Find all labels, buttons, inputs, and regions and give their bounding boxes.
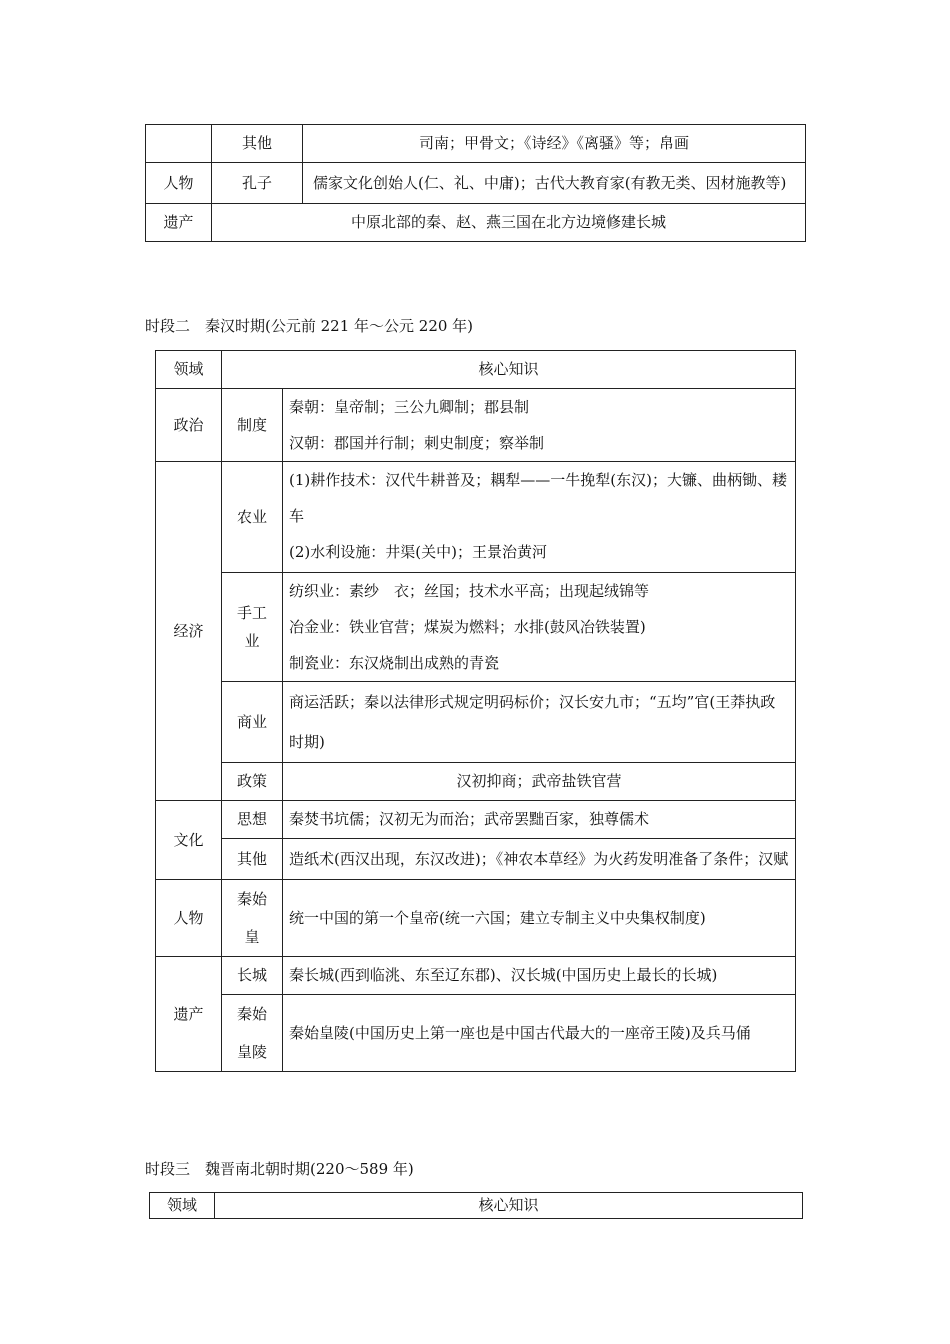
table-row [156, 389, 796, 462]
content-cell [283, 573, 796, 682]
table-row [156, 880, 796, 957]
sub-cell: 长城 [222, 957, 283, 995]
domain-cell: 遗产 [156, 957, 222, 1072]
sub-cell: 孔子 [212, 163, 303, 204]
content-cell: 中原北部的秦、赵、燕三国在北方边境修建长城 [212, 204, 806, 242]
sub-cell: 政策 [222, 763, 283, 801]
table-row [156, 573, 796, 682]
table-row [156, 763, 796, 801]
table-row [156, 957, 796, 995]
sub-cell: 其他 [212, 125, 303, 163]
content-cell: 秦焚书坑儒；汉初无为而治；武帝罢黜百家，独尊儒术 [283, 801, 796, 839]
sub-cell: 制度 [222, 389, 283, 462]
domain-cell: 人物 [156, 880, 222, 957]
header-domain: 领域 [156, 351, 222, 389]
domain-cell: 遗产 [146, 204, 212, 242]
sub-label: 手工业 [236, 604, 267, 650]
content-cell [283, 389, 796, 462]
table-header-row [150, 1193, 803, 1219]
period1-table-continued [145, 124, 806, 242]
sub-label: 秦始皇 [236, 890, 267, 946]
wei-jin-table [149, 1192, 803, 1219]
header-domain: 领域 [150, 1193, 215, 1219]
domain-cell: 文化 [156, 801, 222, 880]
content-cell: 汉初抑商；武帝盐铁官营 [283, 763, 796, 801]
content-line: 纺织业：素纱 衣；丝国；技术水平高；出现起绒锦等 [289, 582, 650, 600]
sub-cell [222, 573, 283, 682]
table-row [156, 801, 796, 839]
sub-cell: 其他 [222, 839, 283, 880]
content-line: (1)耕作技术：汉代牛耕普及；耦犁——一牛挽犁(东汉)；大镰、曲柄锄、耧车 [289, 471, 787, 525]
sub-cell: 农业 [222, 462, 283, 573]
content-cell: 秦始皇陵(中国历史上第一座也是中国古代最大的一座帝王陵)及兵马俑 [283, 995, 796, 1072]
content-cell: 造纸术(西汉出现，东汉改进)；《神农本草经》为火药发明准备了条件；汉赋 [283, 839, 796, 880]
content-line: (2)水利设施：井渠(关中)；王景治黄河 [289, 543, 547, 561]
content-cell: 秦长城(西到临洮、东至辽东郡)、汉长城(中国历史上最长的长城) [283, 957, 796, 995]
content-cell: 儒家文化创始人(仁、礼、中庸)；古代大教育家(有教无类、因材施教等) [303, 163, 806, 204]
sub-cell: 思想 [222, 801, 283, 839]
table-row [146, 163, 806, 204]
table-row [146, 204, 806, 242]
table-row [146, 125, 806, 163]
header-core: 核心知识 [222, 351, 796, 389]
sub-cell [222, 995, 283, 1072]
content-cell: 司南；甲骨文；《诗经》《离骚》等；帛画 [303, 125, 806, 163]
domain-cell: 人物 [146, 163, 212, 204]
section-heading: 时段二 秦汉时期(公元前 221 年～公元 220 年) [145, 317, 474, 335]
content-line: 秦朝：皇帝制；三公九卿制；郡县制 [289, 398, 530, 416]
table-row [156, 462, 796, 573]
content-cell: 商运活跃；秦以法律形式规定明码标价；汉长安九市；“五均”官(王莽执政时期) [283, 682, 796, 763]
content-cell: 统一中国的第一个皇帝(统一六国；建立专制主义中央集权制度) [283, 880, 796, 957]
section-heading: 时段三 魏晋南北朝时期(220～589 年) [145, 1160, 414, 1178]
table-row [156, 839, 796, 880]
content-cell [283, 462, 796, 573]
domain-cell: 政治 [156, 389, 222, 462]
table-header-row [156, 351, 796, 389]
table-row [156, 682, 796, 763]
sub-cell: 商业 [222, 682, 283, 763]
table-row [156, 995, 796, 1072]
header-core: 核心知识 [215, 1193, 803, 1219]
qin-han-table [155, 350, 796, 1072]
domain-cell: 经济 [156, 462, 222, 801]
sub-label: 秦始皇陵 [236, 1005, 267, 1061]
sub-cell [222, 880, 283, 957]
content-line: 汉朝：郡国并行制；刺史制度；察举制 [289, 434, 545, 452]
content-line: 制瓷业：东汉烧制出成熟的青瓷 [289, 654, 500, 672]
domain-cell [146, 125, 212, 163]
content-line: 冶金业：铁业官营；煤炭为燃料；水排(鼓风冶铁装置) [289, 618, 646, 636]
